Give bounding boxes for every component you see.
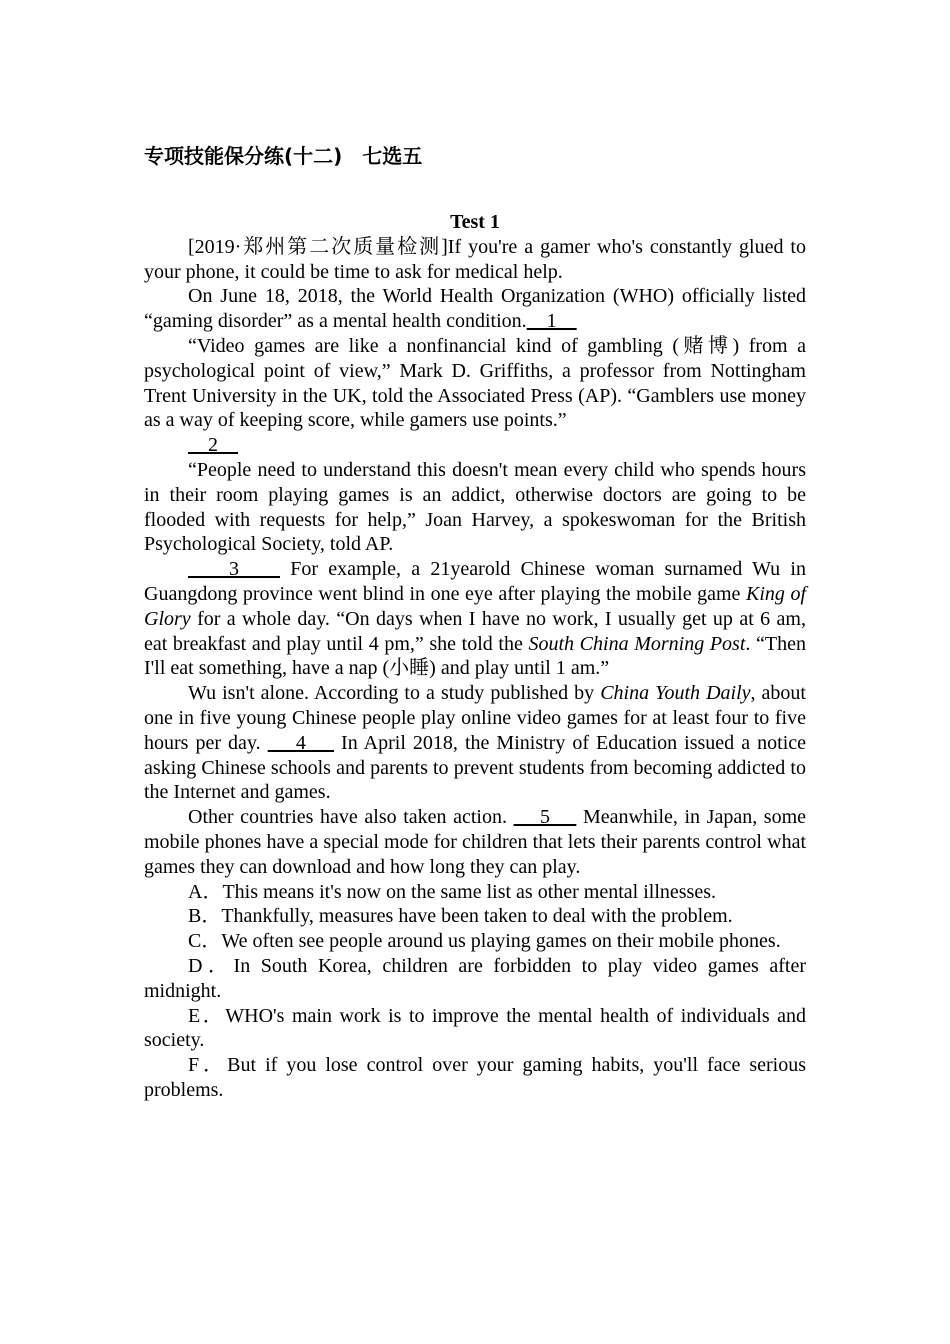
option-text: This means it's now on the same list as other mental illnesses. (222, 880, 716, 903)
paragraph-text: Other countries have also taken action. (188, 806, 514, 829)
section-title: 专项技能保分练(十二) 七选五 (144, 144, 423, 168)
italic-title: China Youth Daily (600, 682, 751, 705)
paragraph-text: Meanwhile, in Japan, some mobile phones have a special mode for children that lets their parents control what games they can download and how long they can play. (144, 806, 807, 878)
passage-paragraph (144, 433, 806, 458)
answer-blank: 3 (188, 558, 281, 581)
option-letter: B． (188, 905, 222, 928)
paragraph-text: [2019·郑州第二次质量检测]If you're a gamer who's constantly glued to your phone, it could be time to ask for medical help. (144, 235, 806, 283)
passage-paragraph (144, 235, 806, 285)
option-letter: E． (188, 1004, 226, 1027)
option-item (144, 954, 806, 1004)
paragraph-text: . “Then I'll eat something, have a nap (小睡) and play until 1 am.” (144, 632, 806, 680)
option-item (144, 929, 806, 954)
passage-paragraph (144, 334, 806, 433)
paragraph-text: “Video games are like a nonfinancial kind of gambling (赌博) from a psychological point of view,” Mark D. Griffiths, a professor from Nottingham Trent University in the UK, told the Associated Press (AP). “Gamblers use money as a way of keeping score, while gamers use points.” (144, 334, 806, 432)
option-letter: F． (188, 1054, 228, 1077)
option-text: In South Korea, children are forbidden to play video games after midnight. (144, 954, 806, 1002)
italic-title: South China Morning Post (528, 632, 746, 655)
passage-paragraph (144, 557, 806, 681)
option-item (144, 880, 806, 905)
option-letter: D． (188, 954, 234, 977)
option-letter: C． (188, 930, 222, 953)
passage-paragraph (144, 805, 806, 879)
paragraph-text: “People need to understand this doesn't mean every child who spends hours in their room playing games is an addict, otherwise doctors are going to be flooded with requests for help,” Joan Harvey, a spokeswoman for the British Psychological Society, told AP. (144, 458, 806, 556)
document-page (144, 140, 806, 1103)
option-text: We often see people around us playing games on their mobile phones. (221, 930, 781, 953)
passage-paragraph (144, 458, 806, 557)
option-item (144, 904, 806, 929)
answer-blank: 2 (188, 434, 238, 457)
paragraph-text: for a whole day. “On days when I have no work, I usually get up at 6 am, eat breakfast and play until 4 pm,” she told the (144, 607, 806, 655)
answer-blank: 4 (267, 731, 335, 754)
test-title: Test 1 (450, 211, 500, 233)
paragraph-text: On June 18, 2018, the World Health Organization (WHO) officially listed “gaming disorder” as a mental health condition. (144, 285, 806, 333)
paragraph-text: In April 2018, the Ministry of Education issued a notice asking Chinese schools and parents to prevent students from becoming addicted to the Internet and games. (144, 731, 807, 804)
passage (144, 235, 806, 880)
option-item (144, 1004, 806, 1054)
option-text: But if you lose control over your gaming habits, you'll face serious problems. (144, 1054, 807, 1101)
option-letter: A． (188, 880, 223, 903)
option-item (144, 1053, 806, 1103)
option-text: WHO's main work is to improve the mental health of individuals and society. (144, 1004, 806, 1052)
italic-title: King of Glory (144, 582, 807, 630)
options-list (144, 880, 806, 1103)
paragraph-text: Wu isn't alone. According to a study published by (188, 682, 601, 705)
paragraph-text: , about one in five young Chinese people play online video games for at least four to five hours per day. (144, 682, 806, 754)
paragraph-text: For example, a 21yearold Chinese woman surnamed Wu in Guangdong province went blind in one eye after playing the mobile game (144, 558, 806, 605)
passage-paragraph (144, 284, 806, 334)
answer-blank: 5 (513, 806, 577, 829)
option-text: Thankfully, measures have been taken to deal with the problem. (221, 905, 733, 928)
answer-blank: 1 (526, 310, 577, 333)
passage-paragraph (144, 681, 806, 805)
